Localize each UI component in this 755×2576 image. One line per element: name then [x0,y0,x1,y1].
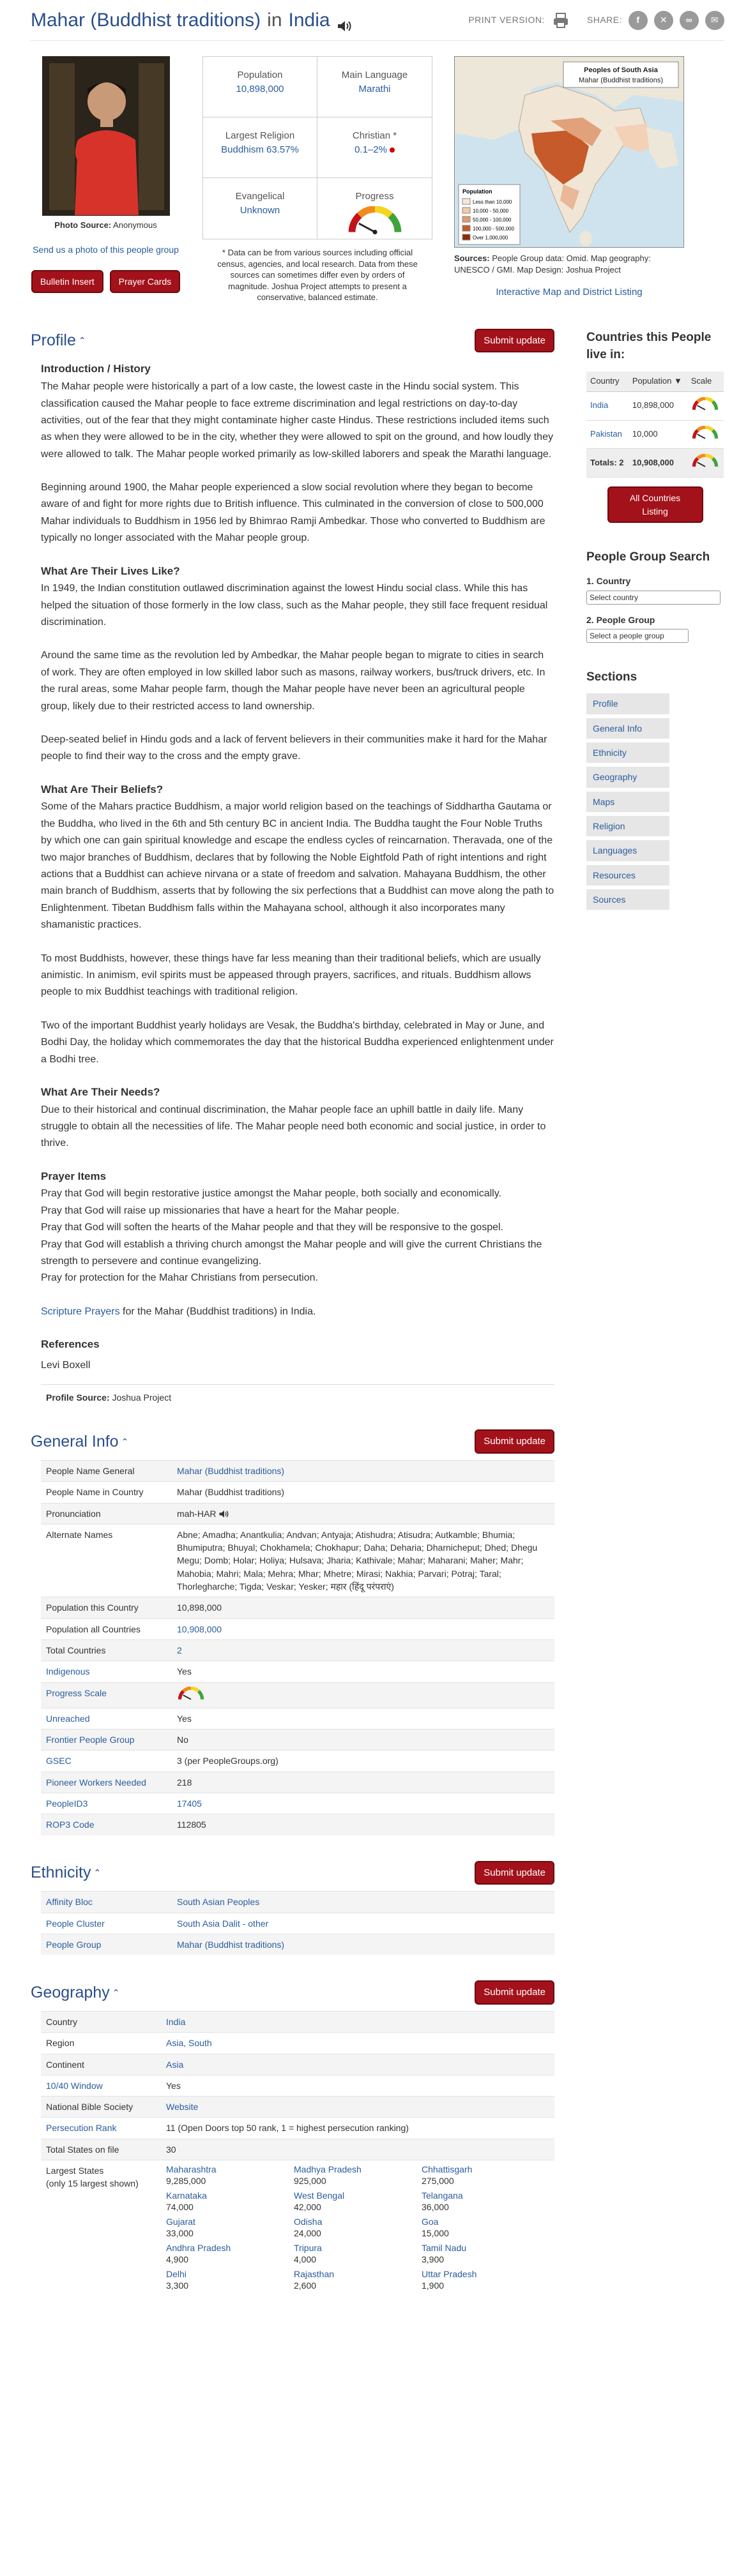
share-label: SHARE: [586,15,622,26]
row-key[interactable]: Progress Scale [46,1687,107,1698]
state-item [294,2217,422,2239]
table-row [586,391,724,420]
row-key[interactable]: 10/40 Window [46,2080,103,2091]
state-item [422,2217,549,2239]
table-row [41,1892,554,1913]
row-key: Region [46,2038,75,2049]
section-link-ethnicity[interactable]: Ethnicity [586,742,669,763]
map-sources [454,253,684,275]
state-pop: 42,000 [294,2201,321,2212]
progress-gauge-icon[interactable] [687,420,724,449]
row-value: Yes [177,1666,192,1677]
row-key[interactable]: Pioneer Workers Needed [46,1777,146,1788]
col-population[interactable]: Population ▼ [629,372,687,391]
country-link[interactable]: Pakistan [590,429,622,439]
row-key[interactable]: Unreached [46,1713,90,1724]
submit-update-button[interactable]: Submit update [475,1429,554,1454]
row-key: Population this Country [46,1602,139,1613]
state-link[interactable]: Delhi [166,2269,187,2280]
stat-label: Evangelical [235,191,285,202]
map-sources-value: People Group data: Omid. Map geography: UNESCO / GMI. Map Design: Joshua Project [454,253,651,275]
row-value[interactable]: India [166,2017,186,2027]
map-column [454,56,684,303]
hero [31,56,724,303]
legend-label: 100,000 - 500,000 [473,226,514,232]
row-value[interactable]: Mahar (Buddhist traditions) [177,1939,285,1950]
state-link[interactable]: Madhya Pradesh [294,2164,362,2175]
prayer-item: Pray that God will soften the hearts of the Mahar people and that they will be responsive to the gospel. [41,1222,503,1233]
row-value[interactable]: South Asia Dalit - other [177,1918,269,1929]
table-row [41,1682,554,1708]
table-row [41,2160,554,2296]
states-grid [166,2164,549,2291]
table-row [41,1793,554,1814]
table-row [41,1814,554,1835]
lives-heading: What Are Their Lives Like? [41,564,180,577]
intro-paragraph: Beginning around 1900, the Mahar people experienced a slow social revolution where they began to become aware of and fight for more rights due to British influence. This culminated in the conversion of close to 500,000 Mahar individuals to Buddhism in 1956 led by Bhimrao Ramji Ambedkar. Those who converted to Buddhism are typically no longer associated with the Mahar people group. [41,482,545,544]
row-key[interactable]: Persecution Rank [46,2123,117,2134]
email-icon[interactable]: ✉ [705,11,724,30]
sections-nav [586,668,724,910]
print-icon[interactable] [551,11,570,30]
map-legend-title: Population [462,188,492,195]
row-key[interactable]: Affinity Bloc [46,1897,93,1908]
ethnicity-title[interactable]: Ethnicity ⌃ [31,1864,102,1882]
general-info-header [31,1429,554,1454]
caret-up-icon[interactable]: ⌃ [93,1867,102,1878]
table-row [41,2054,554,2075]
profile-source-label: Profile Source: [46,1392,110,1403]
state-item [422,2243,549,2265]
row-key[interactable]: People Group [46,1939,102,1950]
state-link[interactable]: Andhra Pradesh [166,2243,231,2254]
row-value: 3 (per PeopleGroups.org) [177,1756,278,1766]
col-country[interactable]: Country [586,372,629,391]
state-item [166,2190,294,2213]
row-value: Mahar (Buddhist traditions) [177,1487,285,1498]
row-key: Country [46,2017,78,2027]
table-row [41,1934,554,1955]
legend-swatch [462,234,470,240]
stats-grid [202,56,432,239]
state-item [422,2190,549,2213]
map-sources-label: Sources: [454,253,490,263]
submit-update-button[interactable]: Submit update [475,1980,554,2005]
geography-table [41,2011,554,2295]
state-item [166,2269,294,2291]
legend-swatch [462,207,470,213]
state-link[interactable]: Chhattisgarh [422,2164,473,2175]
state-pop: 24,000 [294,2227,321,2238]
stat-label: Population [237,70,283,80]
content [31,329,554,2295]
search-title: People Group Search [586,550,710,564]
references-heading: References [41,1338,100,1351]
x-icon[interactable]: ✕ [654,11,673,30]
speaker-icon[interactable] [337,13,353,27]
map-subtitle: Mahar (Buddhist traditions) [578,77,664,84]
row-value: Yes [177,1713,192,1724]
prayer-item: Pray that God will establish a thriving church amongst the Mahar people and will give the current Christians the strength to persevere and continue evangelizing. [41,1239,542,1267]
prayer-cards-button[interactable]: Prayer Cards [110,270,180,293]
table-row [586,420,724,449]
state-item [294,2243,422,2265]
state-item [422,2164,549,2187]
stat-label: Main Language [341,70,408,80]
state-item [294,2164,422,2187]
section-link-sources[interactable]: Sources [586,889,669,910]
group-select[interactable]: Select a people group [586,629,689,643]
row-value: Abne; Amadha; Anantkulia; Andvan; Antyaja; Atishudra; Atisudra; Autkamble; Bhumia; Bhumiputra; Bhuyal; Chokhamela; Chokhapur; Daha; Deharia; Dharnicheput; Dhed; Dhegu Megu; Domb; Holar; Holiya; Hulsava; Jharia; Kathivale; Mahar; Maharani; Maher; Mahr; Mahobia; Mahri; Mala; Mehra; Mhar; Mhetre; Mirasi; Nakhia; Parvari; Potraj; Taral; Thorlegharche; Tigda; Veskar; Yesker; महार (हिंदू परंपराएं) [177,1529,538,1592]
state-pop: 3,900 [422,2254,445,2264]
beliefs-paragraph: To most Buddhists, however, these things have far less meaning than their traditional beliefs, which are usually animistic. In animism, evil spirits must be appeased through prayers, sacrifices, and rituals. Buddhism allows people to mix Buddhist teachings with traditional religion. [41,953,541,998]
row-value[interactable]: Website [166,2102,199,2113]
caret-up-icon[interactable]: ⌃ [121,1436,129,1447]
stat-label: Christian * [352,130,397,141]
row-value[interactable]: 17405 [177,1798,202,1809]
col-scale[interactable]: Scale [687,372,724,391]
state-link[interactable]: Tripura [294,2243,322,2254]
row-value[interactable]: 2 [177,1645,182,1655]
state-pop: 2,600 [294,2280,317,2291]
photo-source-value: Anonymous [113,220,157,230]
ethnicity-header [31,1861,554,1885]
page-title [31,6,353,34]
country-pop: 10,898,000 [629,391,687,420]
people-name: Mahar (Buddhist traditions) [31,9,261,31]
progress-gauge-icon[interactable] [687,449,724,478]
table-row [41,1597,554,1618]
row-value: 11 (Open Doors top 50 rank, 1 = highest persecution ranking) [166,2123,409,2134]
prayer-item: Pray that God will begin restorative justice amongst the Mahar people, both socially and economically. [41,1188,501,1200]
row-key: Total Countries [46,1645,106,1655]
table-row [41,1639,554,1661]
section-link-religion[interactable]: Religion [586,816,669,836]
section-link-resources[interactable]: Resources [586,865,669,885]
stat-progress [317,178,432,239]
photo-source-label: Photo Source: [54,220,112,230]
state-link[interactable]: Tamil Nadu [422,2243,467,2254]
christian-link[interactable]: 0.1–2% [355,144,387,155]
language-link[interactable]: Marathi [358,83,391,94]
caret-up-icon[interactable]: ⌃ [112,1987,120,1998]
state-link[interactable]: Gujarat [166,2217,195,2227]
state-pop: 275,000 [422,2175,454,2186]
legend-swatch [462,225,470,231]
interactive-map-link[interactable]: Interactive Map and District Listing [496,287,643,298]
people-map[interactable] [454,56,684,248]
send-photo-link[interactable]: Send us a photo of this people group [33,244,179,255]
general-info-table [41,1460,554,1835]
progress-gauge-icon[interactable] [346,206,404,235]
geography-header [31,1980,554,2005]
row-key: Pronunciation [46,1508,101,1519]
table-row [41,2118,554,2139]
section-link-languages[interactable]: Languages [586,840,669,861]
progress-gauge-icon[interactable] [177,1692,205,1703]
state-item [166,2243,294,2265]
religion-link[interactable]: Buddhism 63.57% [221,144,299,155]
evangelical-link[interactable]: Unknown [240,204,280,216]
intro-paragraph: The Mahar people were historically a part of a low caste, the lowest caste in the Hindu social system. This classification caused the Mahar people to face extreme discrimination and legal restrictions on day-to-day activities, out of the fear that they might contaminate higher caste Hindus. These restrictions included items such as when they were allowed to be in the city, whether they were allowed to spit on the ground, and how loudly they were allowed to talk. The Mahar people worked primarily as low-skilled laborers and speak the Marathi language. [41,381,553,460]
legend-label: 10,000 - 50,000 [473,208,509,214]
prayer-item: Pray for protection for the Mahar Christians from persecution. [41,1272,318,1284]
legend-label: Less than 10,000 [473,199,512,205]
state-link[interactable]: Telangana [422,2190,463,2201]
progress-gauge-icon[interactable] [687,391,724,420]
lives-paragraph: Deep-seated belief in Hindu gods and a lack of fervent believers in their communities make it hard for the Mahar people to find their way to the cross and the empty grave. [41,734,547,762]
stat-label: Progress [355,191,394,202]
section-link-maps[interactable]: Maps [586,792,669,812]
status-dot-icon [390,147,395,153]
profile-source [41,1384,554,1404]
state-pop: 33,000 [166,2227,194,2238]
row-key: Total States on file [46,2144,119,2155]
title-in: in [267,9,282,31]
population-link[interactable]: 10,898,000 [236,83,284,94]
top-bar [31,0,724,41]
sidebar [586,329,724,2295]
totals-row [586,449,724,478]
state-link[interactable]: Karnataka [166,2190,207,2201]
state-item [294,2190,422,2213]
needs-paragraph: Due to their historical and continual discrimination, the Mahar people face an uphill battle in daily life. Many struggle to obtain all the necessities of life. The Mahar people need both economic and social justice, in order to thrive. [41,1104,546,1149]
stat-label: Largest Religion [225,130,295,141]
lives-paragraph: Around the same time as the revolution led by Ambedkar, the Mahar people began to migrate to cities in search of work. They are often employed in low skilled labor such as masons, railway workers, bus/truck drivers, etc. In the rural areas, some Mahar people farm, though the Mahar people have never been an agricultural people group, likely due to their restricted access to land ownership. [41,650,545,712]
stats-panel [202,56,432,303]
geography-title[interactable]: Geography ⌃ [31,1984,120,2001]
legend-label: Over 1,000,000 [473,235,508,241]
state-pop: 1,900 [422,2280,445,2291]
share-tools [468,11,724,30]
table-row [41,1913,554,1934]
scripture-text: for the Mahar (Buddhist traditions) in India. [119,1306,316,1317]
row-key: Continent [46,2059,84,2070]
state-link[interactable]: West Bengal [294,2190,345,2201]
stat-language [317,57,432,117]
prayer-heading: Prayer Items [41,1170,107,1182]
state-item [422,2269,549,2291]
table-row [41,1460,554,1481]
people-search [586,548,724,643]
row-value: 30 [166,2144,176,2155]
general-info-title[interactable]: General Info ⌃ [31,1432,129,1450]
country-link[interactable]: India [288,9,330,31]
caret-up-icon[interactable]: ⌃ [78,335,86,346]
speaker-icon[interactable] [216,1509,230,1519]
state-link[interactable]: Rajasthan [294,2269,335,2280]
state-link[interactable]: Odisha [294,2217,323,2227]
section-link-geography[interactable]: Geography [586,767,669,787]
section-link-profile[interactable]: Profile [586,693,669,714]
state-item [294,2269,422,2291]
people-photo [42,56,170,216]
facebook-icon[interactable]: f [629,11,648,30]
table-row [41,1503,554,1524]
profile-header [31,329,554,353]
state-pop: 15,000 [422,2227,449,2238]
largest-states-label: Largest States [46,2165,104,2176]
table-row [41,1729,554,1751]
intro-heading: Introduction / History [41,363,151,375]
submit-update-button[interactable]: Submit update [475,329,554,353]
row-value[interactable]: South Asian Peoples [177,1897,260,1908]
legend-label: 50,000 - 100,000 [473,217,512,223]
table-row [41,1482,554,1503]
prayer-item: Pray that God will raise up missionaries that have a heart for the Mahar people. [41,1205,400,1216]
country-pop: 10,000 [629,420,687,449]
data-note: * Data can be from various sources including official census, agencies, and local research. Data from these sources can sometimes differ even by orders of magnitude. Joshua Project attempts to present a conservative, balanced estimate. [217,248,418,303]
bulletin-insert-button[interactable]: Bulletin Insert [31,270,103,293]
all-countries-button[interactable]: All Countries Listing [607,486,703,523]
state-item [166,2164,294,2187]
row-value[interactable]: Mahar (Buddhist traditions) [177,1465,285,1476]
ethnicity-table [41,1891,554,1955]
countries-table [586,372,724,478]
table-row [41,1618,554,1639]
state-link[interactable]: Maharashtra [166,2164,217,2175]
country-link[interactable]: India [590,400,609,411]
table-row [41,2139,554,2160]
row-key: Population all Countries [46,1623,141,1634]
legend-swatch [462,216,470,222]
row-key: National Bible Society [46,2102,133,2113]
state-item [166,2217,294,2239]
stat-evangelical [203,178,317,239]
row-key[interactable]: People Cluster [46,1918,105,1929]
table-row [41,2097,554,2118]
state-pop: 925,000 [294,2175,326,2186]
link-icon[interactable]: ∞ [680,11,699,30]
map-title: Peoples of South Asia [584,66,658,74]
row-key: Alternate Names [46,1529,113,1540]
row-value: 10,898,000 [177,1602,222,1613]
needs-heading: What Are Their Needs? [41,1085,160,1098]
row-value[interactable]: 10,908,000 [177,1623,222,1634]
beliefs-paragraph: Two of the important Buddhist yearly holidays are Vesak, the Buddha's birthday, celebrated in May or June, and Bodhi Day, the holiday which commemorates the day that the historical Buddha experienced enlightenment under a Bodhi tree. [41,1020,554,1065]
state-pop: 36,000 [422,2201,449,2212]
scripture-line [41,1304,554,1320]
row-key[interactable]: PeopleID3 [46,1798,88,1809]
table-row [41,1772,554,1793]
state-link[interactable]: Uttar Pradesh [422,2269,477,2280]
state-pop: 4,900 [166,2254,189,2264]
photo-source [31,220,181,232]
country-select[interactable]: Select country [586,591,721,605]
legend-swatch [462,199,470,204]
stat-population [203,57,317,117]
print-label: PRINT VERSION: [468,15,545,26]
row-value[interactable]: Asia [166,2059,184,2070]
group-select-label: 2. People Group [586,614,655,625]
row-key[interactable]: Indigenous [46,1666,90,1677]
row-value: No [177,1735,188,1745]
table-row [41,2033,554,2054]
photo-column [31,56,181,303]
row-key[interactable]: ROP3 Code [46,1819,95,1830]
reference-item: Levi Boxell [41,1359,91,1371]
country-select-label: 1. Country [586,576,631,587]
state-pop: 9,285,000 [166,2175,206,2186]
submit-update-button[interactable]: Submit update [475,1861,554,1885]
countries-title: Countries this People live in: [586,330,712,362]
stat-christian [317,117,432,178]
table-row [41,1524,554,1597]
state-pop: 4,000 [294,2254,317,2264]
beliefs-paragraph: Some of the Mahars practice Buddhism, a major world religion based on the teachings of Siddhartha Gautama or the Buddha, who lived in the 6th and 5th century BC in ancient India. The Buddha taught the Four Noble Truths by which one can gain spiritual knowledge and escape the endless cycles of reincarnation. Theravada, one of the two major branches of Buddhism, declares that by following the Noble Eightfold Path of right intentions and right actions that a Buddhist can achieve nirvana or a state of freedom and salvation. Mahayana Buddhism, the other main branch of Buddhism, asserts that by following the six perfections that a Buddhist can move along the path to Enlightenment. Tibetan Buddhism falls within the Mahayana school, although it also incorporates many shamanistic practices. [41,801,554,931]
stat-religion [203,117,317,178]
row-key[interactable]: Frontier People Group [46,1735,135,1745]
state-pop: 3,300 [166,2280,189,2291]
table-row [41,2012,554,2033]
largest-states-sub: (only 15 largest shown) [46,2178,139,2189]
profile-title[interactable]: Profile ⌃ [31,331,86,350]
scripture-prayers-link[interactable]: Scripture Prayers [41,1306,120,1317]
row-value: 112805 [177,1819,206,1830]
main-area [31,329,724,2295]
row-key: People Name in Country [46,1487,144,1498]
totals-label: Totals: 2 [586,449,629,478]
row-value: 218 [177,1777,192,1788]
state-pop: 74,000 [166,2201,194,2212]
profile-source-value: Joshua Project [112,1392,172,1403]
state-link[interactable]: Goa [422,2217,439,2227]
table-row [41,1751,554,1772]
row-key[interactable]: GSEC [46,1756,72,1766]
beliefs-heading: What Are Their Beliefs? [41,783,164,795]
table-row [41,2075,554,2096]
profile-body [31,361,554,1404]
row-key: People Name General [46,1465,135,1476]
section-link-general-info[interactable]: General Info [586,718,669,739]
row-value: Yes [166,2080,181,2091]
table-row [41,1708,554,1729]
hero-buttons [31,270,181,293]
sections-title: Sections [586,670,637,684]
lives-paragraph: In 1949, the Indian constitution outlawed discrimination against the lowest Hindu social class. While this has helped the situation of those formerly in the low class, such as the Mahar people, they still face frequent residual discrimination. [41,583,548,628]
row-value[interactable]: Asia, South [166,2038,212,2049]
table-row [41,1661,554,1682]
totals-pop: 10,908,000 [629,449,687,478]
row-value: mah-HAR [177,1508,217,1519]
